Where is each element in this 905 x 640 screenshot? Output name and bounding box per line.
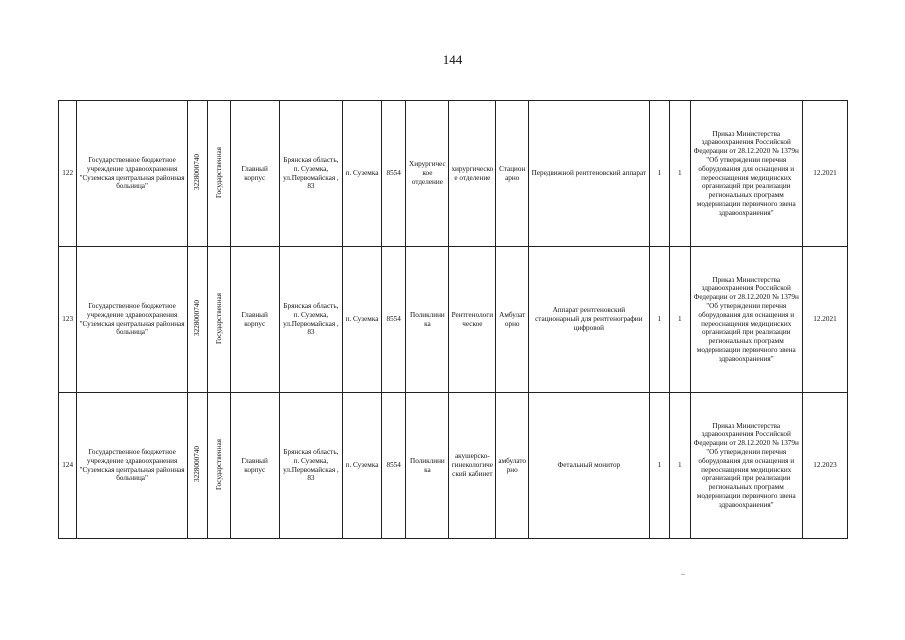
page-number: 144 bbox=[442, 52, 463, 67]
ownership-cell bbox=[208, 247, 230, 393]
department: Поликлиника bbox=[406, 393, 449, 539]
inn-cell bbox=[187, 101, 207, 247]
legal-basis: Приказ Министерства здравоохранения Российской Федерации от 28.12.2020 № 1379н "Об утверждении перечня оборудования для оснащения и переоснащения медицинских организаций при реализации региональных программ модернизации первичного звена здравоохранения" bbox=[690, 101, 802, 247]
building: Главный корпус bbox=[230, 247, 279, 393]
legal-basis: Приказ Министерства здравоохранения Российской Федерации от 28.12.2020 № 1379н "Об утверждении перечня оборудования для оснащения и переоснащения медицинских организаций при реализации региональных программ модернизации первичного звена здравоохранения" bbox=[690, 247, 802, 393]
equipment-name: Передвижной рентгеновский аппарат bbox=[529, 101, 650, 247]
address: Брянская область, п. Суземка, ул.Первомайская , 83 bbox=[279, 393, 342, 539]
quantity-a: 1 bbox=[649, 101, 669, 247]
table-row bbox=[59, 247, 848, 393]
department: Поликлиника bbox=[406, 247, 449, 393]
equipment-name: Аппарат рентгеновский стационарный для рентгенографии цифровой bbox=[529, 247, 650, 393]
equipment-table bbox=[58, 100, 848, 539]
date: 12.2023 bbox=[802, 393, 847, 539]
quantity-b: 1 bbox=[670, 247, 690, 393]
date: 12.2021 bbox=[802, 101, 847, 247]
row-number: 124 bbox=[59, 393, 77, 539]
scan-speck bbox=[681, 574, 685, 575]
inn-cell bbox=[187, 247, 207, 393]
ownership-text: Государственная bbox=[214, 292, 223, 344]
inn-text: 3228000740 bbox=[193, 154, 202, 191]
unit: Рентгенологическое bbox=[449, 247, 496, 393]
locality: п. Суземка bbox=[343, 393, 382, 539]
ownership-cell bbox=[208, 101, 230, 247]
ownership-text: Государственная bbox=[214, 146, 223, 198]
quantity-a: 1 bbox=[649, 393, 669, 539]
building: Главный корпус bbox=[230, 393, 279, 539]
address: Брянская область, п. Суземка, ул.Первомайская , 83 bbox=[279, 247, 342, 393]
building: Главный корпус bbox=[230, 101, 279, 247]
code: 8554 bbox=[381, 247, 406, 393]
care-form: Стационарно bbox=[496, 101, 529, 247]
table-row bbox=[59, 393, 848, 539]
quantity-a: 1 bbox=[649, 247, 669, 393]
locality: п. Суземка bbox=[343, 247, 382, 393]
unit: хирургическое отделение bbox=[449, 101, 496, 247]
department: Хирургическое отделение bbox=[406, 101, 449, 247]
ownership-text: Государственная bbox=[214, 438, 223, 490]
organization-name: Государственное бюджетное учреждение здравоохранения "Суземская центральная районная больница" bbox=[77, 393, 187, 539]
equipment-name: Фетальный монитор bbox=[529, 393, 650, 539]
ownership-cell bbox=[208, 393, 230, 539]
organization-name: Государственное бюджетное учреждение здравоохранения "Суземская центральная районная больница" bbox=[77, 247, 187, 393]
locality: п. Суземка bbox=[343, 101, 382, 247]
care-form: амбулаторно bbox=[496, 393, 529, 539]
organization-name: Государственное бюджетное учреждение здравоохранения "Суземская центральная районная больница" bbox=[77, 101, 187, 247]
row-number: 123 bbox=[59, 247, 77, 393]
inn-text: 3228000740 bbox=[193, 446, 202, 483]
quantity-b: 1 bbox=[670, 101, 690, 247]
quantity-b: 1 bbox=[670, 393, 690, 539]
date: 12.2021 bbox=[802, 247, 847, 393]
care-form: Амбулаторно bbox=[496, 247, 529, 393]
unit: акушерско-гинекологический кабинет bbox=[449, 393, 496, 539]
inn-text: 3228000740 bbox=[193, 300, 202, 337]
legal-basis: Приказ Министерства здравоохранения Российской Федерации от 28.12.2020 № 1379н "Об утверждении перечня оборудования для оснащения и переоснащения медицинских организаций при реализации региональных программ модернизации первичного звена здравоохранения" bbox=[690, 393, 802, 539]
address: Брянская область, п. Суземка, ул.Первомайская , 83 bbox=[279, 101, 342, 247]
table-row bbox=[59, 101, 848, 247]
code: 8554 bbox=[381, 393, 406, 539]
inn-cell bbox=[187, 393, 207, 539]
row-number: 122 bbox=[59, 101, 77, 247]
code: 8554 bbox=[381, 101, 406, 247]
